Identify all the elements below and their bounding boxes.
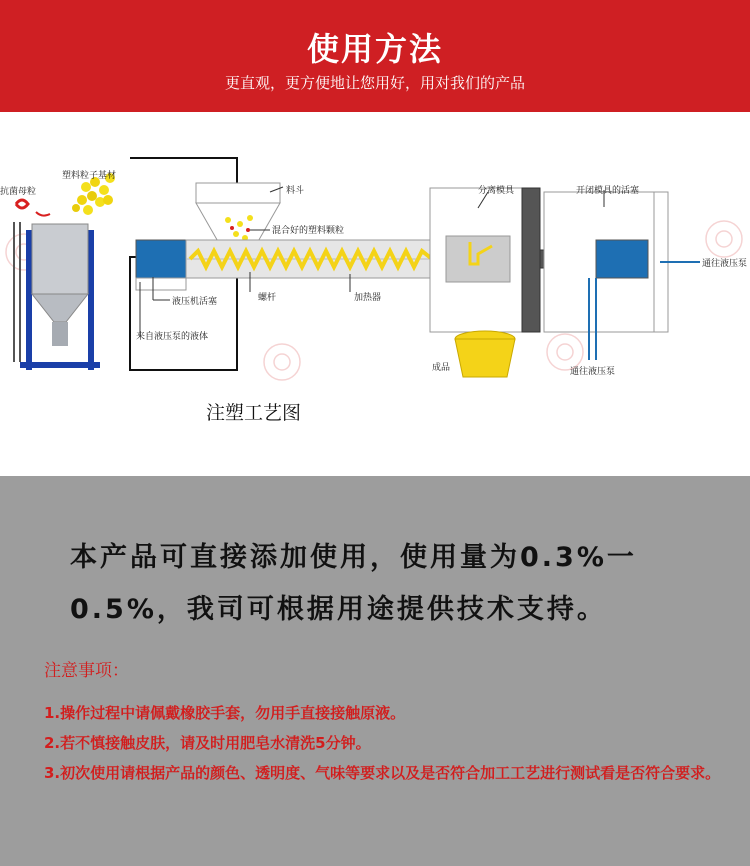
label-plastic-base: 塑料粒子基材 <box>62 171 117 181</box>
notice-title: 注意事项： <box>44 661 129 681</box>
label-separator: 分离模具 <box>478 186 515 196</box>
label-to-pump-2: 通往液压泵 <box>570 367 616 377</box>
label-hopper: 料斗 <box>286 186 305 196</box>
mixer-tank-illustration <box>14 173 115 370</box>
label-product: 成品 <box>432 363 451 373</box>
info-section <box>0 476 750 866</box>
notice-item: 3.初次使用请根据产品的颜色、透明度、气味等要求以及是否符合加工工艺进行测试看是否符合要求。 <box>44 764 721 782</box>
diagram-caption: 注塑工艺图 <box>206 402 302 424</box>
label-fluid: 来自液压泵的液体 <box>136 332 209 342</box>
label-mold-piston: 开闭模具的活塞 <box>576 186 640 196</box>
label-piston: 液压机活塞 <box>172 297 218 307</box>
label-masterbatch: 抗菌母粒 <box>0 187 37 197</box>
label-to-pump-1: 通往液压泵 <box>702 259 748 269</box>
label-mixed-pellets: 混合好的塑料颗粒 <box>272 226 345 236</box>
page-title: 使用方法 <box>306 30 443 68</box>
header-banner <box>0 0 750 112</box>
notice-item: 1.操作过程中请佩戴橡胶手套，勿用手直接接触原液。 <box>44 704 406 722</box>
page-subtitle: 更直观，更方便地让您用好，用对我们的产品 <box>224 74 525 92</box>
label-heater: 加热器 <box>354 293 382 303</box>
notice-item: 2.若不慎接触皮肤，请及时用肥皂水清洗5分钟。 <box>44 734 371 752</box>
notice-list <box>44 698 734 788</box>
usage-statement: 本产品可直接添加使用，使用量为0.3%一0.5%，我司可根据用途提供技术支持。 <box>70 542 637 625</box>
product-bucket <box>455 331 515 377</box>
label-screw: 螺杆 <box>258 293 277 303</box>
injection-molding-diagram <box>0 112 750 476</box>
